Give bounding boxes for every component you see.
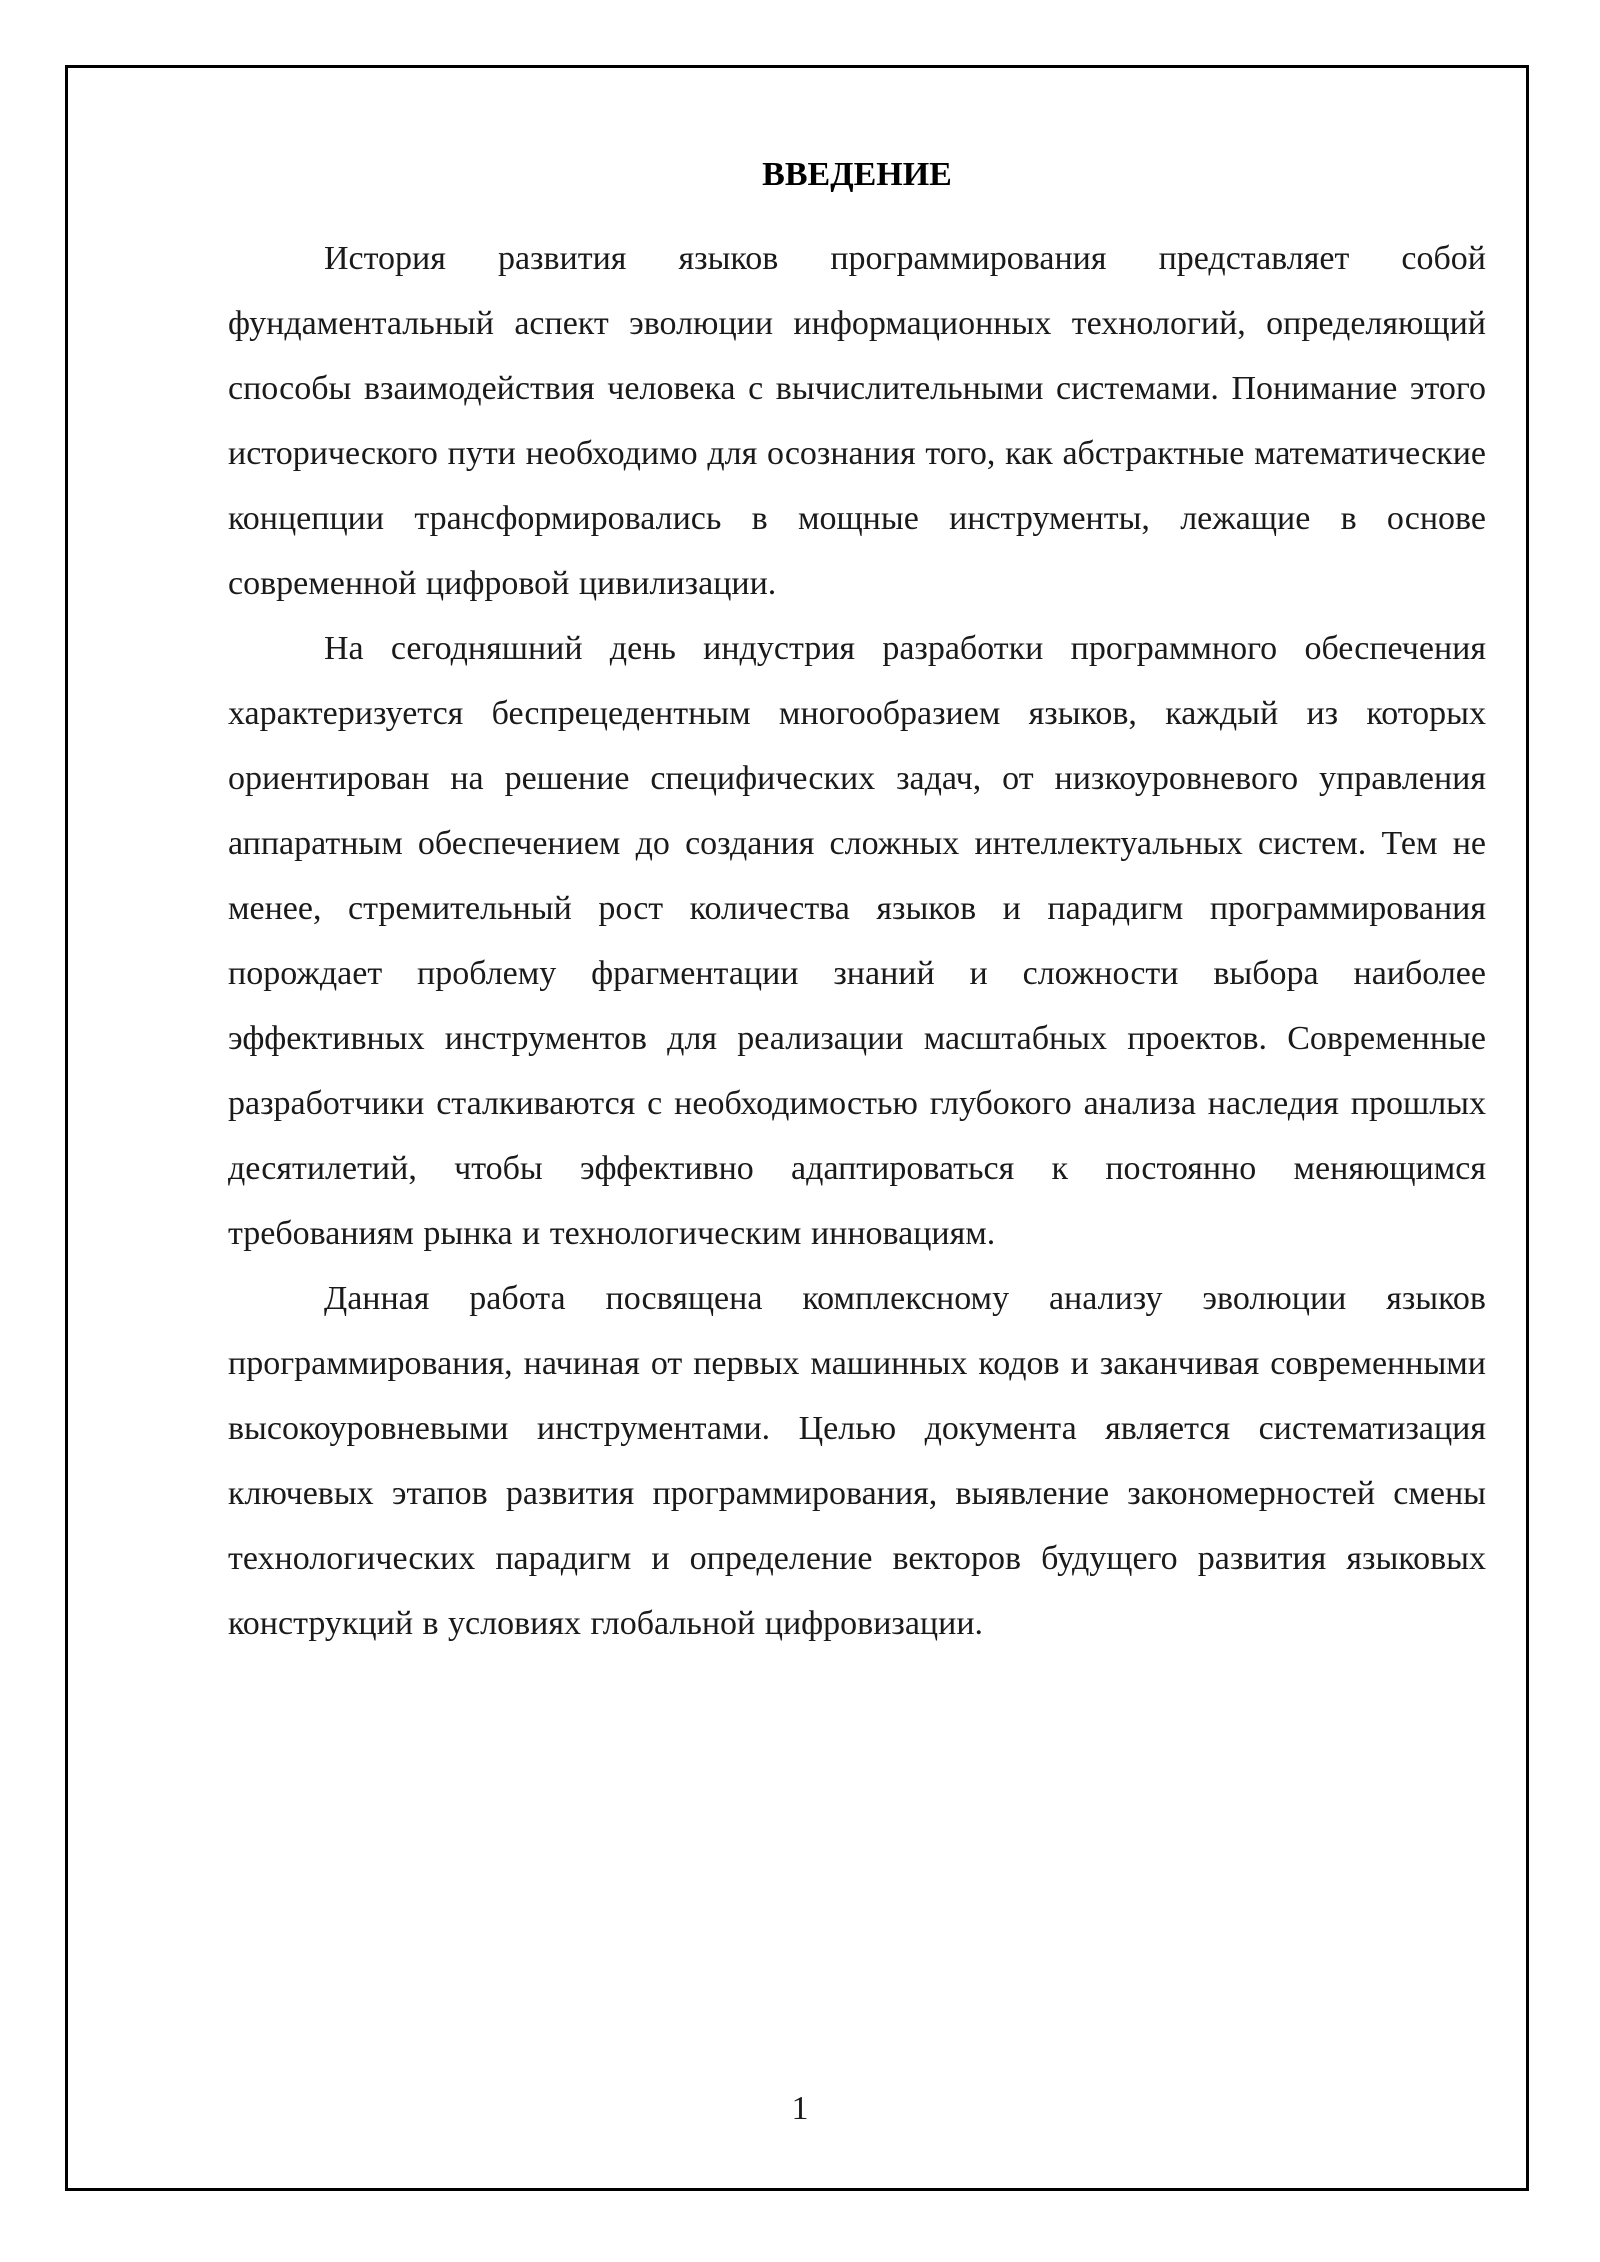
paragraph-2: На сегодняшний день индустрия разработки программного обеспечения характеризуется беспрецедентным многообразием языков, каждый из которых ориентирован на решение специфических задач, от низкоуровневого управления аппаратным обеспечением до создания сложных интеллектуальных систем. Тем не менее, стремительный рост количества языков и парадигм программирования порождает проблему фрагментации знаний и сложности выбора наиболее эффективных инструментов для реализации масштабных проектов. Современные разработчики сталкиваются с необходимостью глубокого анализа наследия прошлых десятилетий, чтобы эффективно адаптироваться к постоянно меняющимся требованиям рынка и технологическим инновациям.	[228, 630, 1486, 1252]
section-title: ВВЕДЕНИЕ	[762, 156, 952, 193]
page-number: 1	[791, 2090, 809, 2127]
paragraph-1: История развития языков программирования представляет собой фундаментальный аспект эволюции информационных технологий, определяющий способы взаимодействия человека с вычислительными системами. Понимание этого исторического пути необходимо для осознания того, как абстрактные математические концепции трансформировались в мощные инструменты, лежащие в основе современной цифровой цивилизации.	[228, 240, 1486, 602]
paragraph-3: Данная работа посвящена комплексному анализу эволюции языков программирования, начиная от первых машинных кодов и заканчивая современными высокоуровневыми инструментами. Целью документа является систематизация ключевых этапов развития программирования, выявление закономерностей смены технологических парадигм и определение векторов будущего развития языковых конструкций в условиях глобальной цифровизации.	[228, 1280, 1486, 1642]
document-body	[228, 150, 1486, 1656]
